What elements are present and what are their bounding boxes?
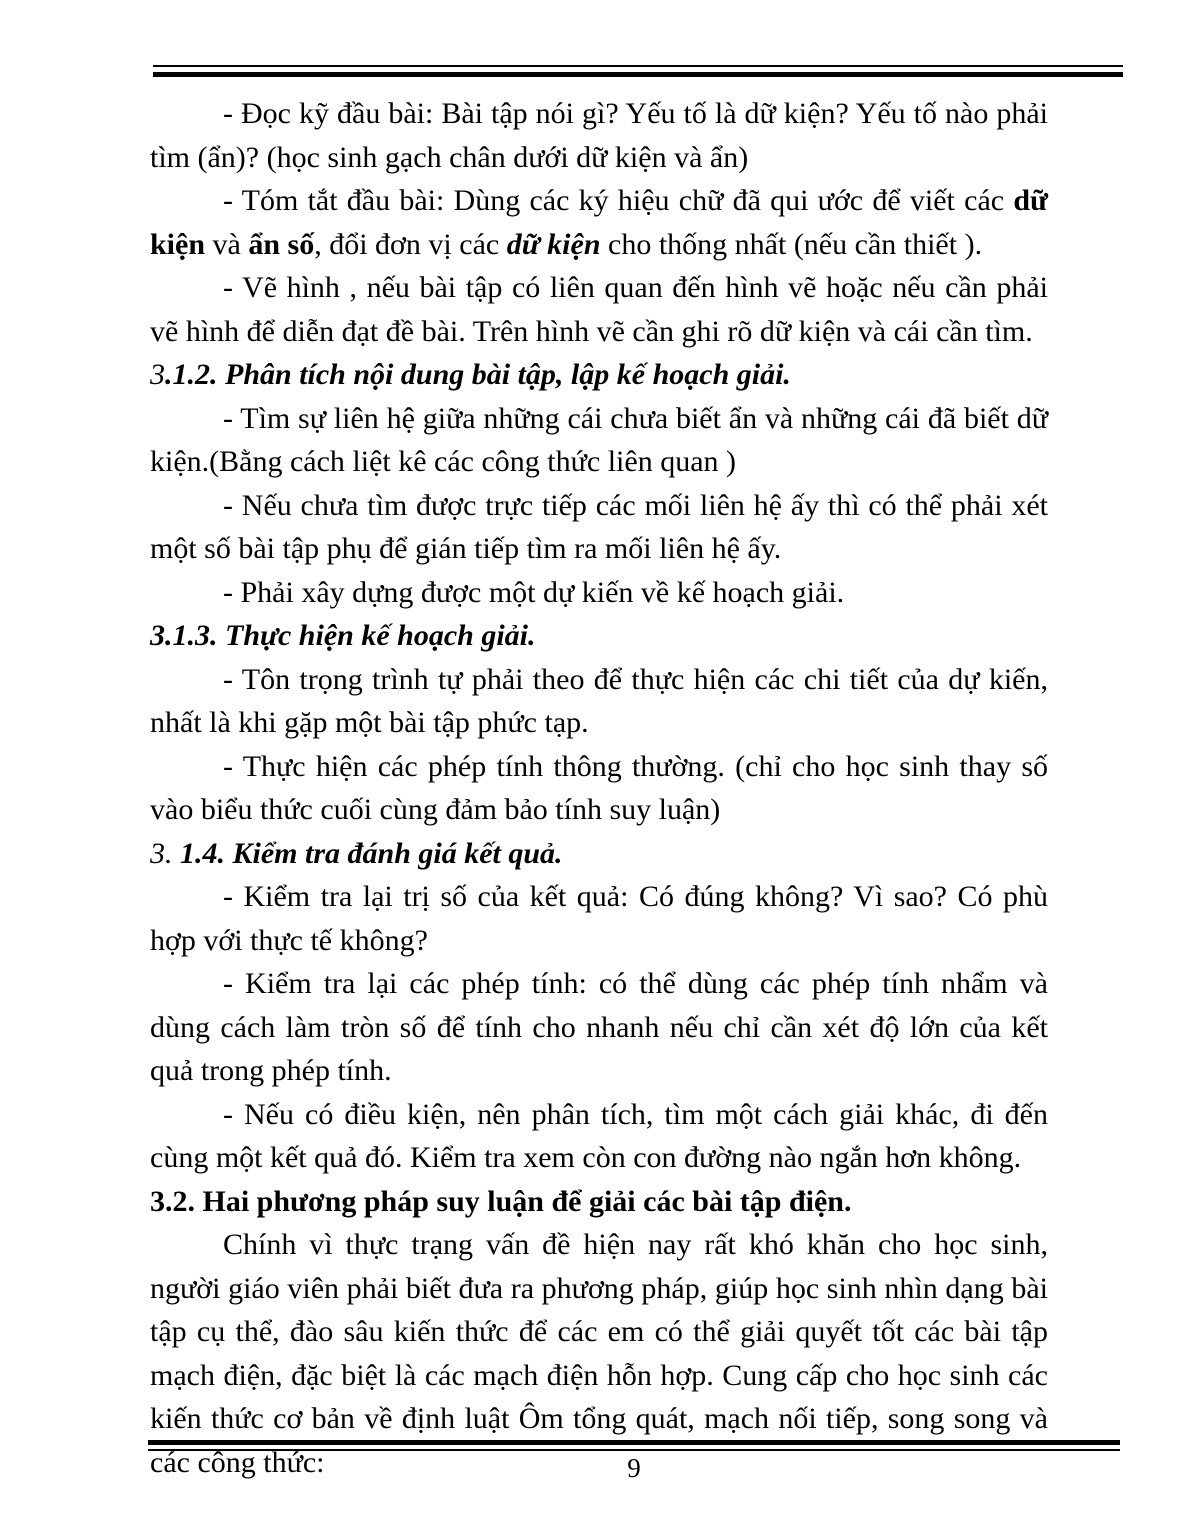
text-run: - Nếu có điều kiện, nên phân tích, tìm một cách giải khác, đi đến cùng một kết quả đó. Kiểm tra xem còn con đường nào ngắn hơn không. xyxy=(150,1097,1048,1174)
paragraph xyxy=(150,962,1048,1093)
paragraph xyxy=(150,745,1048,832)
section-heading xyxy=(150,614,1048,658)
text-run: 3 xyxy=(150,358,165,391)
text-run: dữ kiện xyxy=(506,227,601,261)
section-heading xyxy=(150,832,1048,876)
text-run: - Kiểm tra lại các phép tính: có thể dùng các phép tính nhẩm và dùng cách làm tròn số để tính cho nhanh nếu chỉ cần xét độ lớn của kết quả trong phép tính. xyxy=(150,967,1048,1087)
page-number: 9 xyxy=(627,1453,641,1483)
paragraph xyxy=(150,179,1048,266)
text-run: và xyxy=(205,227,249,261)
text-run: .1.2. Phân tích nội dung bài tập, lập kế hoạch giải. xyxy=(165,358,791,391)
text-run: - Thực hiện các phép tính thông thường. (chỉ cho học sinh thay số vào biểu thức cuối cùng đảm bảo tính suy luận) xyxy=(150,749,1048,826)
paragraph xyxy=(150,1093,1048,1180)
paragraph xyxy=(150,658,1048,745)
text-run: Chính vì thực trạng vấn đề hiện nay rất khó khăn cho học sinh, người giáo viên phải biết đưa ra phương pháp, giúp học sinh nhìn dạng bài tập cụ thể, đào sâu kiến thức để các em có thể giải quyết tốt các bài tập mạch điện, đặc biệt là các mạch điện hỗn hợp. Cung cấp cho học sinh các kiến thức cơ bản về định luật Ôm tổng quát, mạch nối tiếp, song song và các công thức: xyxy=(150,1228,1048,1479)
footer-rule xyxy=(148,1440,1120,1451)
text-run: - Vẽ hình , nếu bài tập có liên quan đến hình vẽ hoặc nếu cần phải vẽ hình để diễn đạt đề bài. Trên hình vẽ cần ghi rõ dữ kiện và cái cần tìm. xyxy=(150,271,1048,348)
text-run: ẩn số xyxy=(248,227,315,261)
text-run: - Nếu chưa tìm được trực tiếp các mối liên hệ ấy thì có thể phải xét một số bài tập phụ để gián tiếp tìm ra mối liên hệ ấy. xyxy=(150,488,1048,565)
text-run: - Đọc kỹ đầu bài: Bài tập nói gì? Yếu tố là dữ kiện? Yếu tố nào phải tìm (ẩn)? (học sinh gạch chân dưới dữ kiện và ẩn) xyxy=(150,97,1048,174)
text-run: - Tôn trọng trình tự phải theo để thực hiện các chi tiết của dự kiến, nhất là khi gặp một bài tập phức tạp. xyxy=(150,662,1048,739)
section-heading xyxy=(150,353,1048,397)
paragraph xyxy=(150,875,1048,962)
paragraph xyxy=(150,484,1048,571)
text-run: - Tóm tắt đầu bài: Dùng các ký hiệu chữ đã qui ước để viết các xyxy=(223,184,1014,217)
text-run: 1.4. Kiểm tra đánh giá kết quả. xyxy=(172,836,563,870)
section-heading xyxy=(150,1180,1048,1224)
document-body xyxy=(150,92,1048,1484)
text-run: 3.2. Hai phương pháp suy luận để giải các bài tập điện. xyxy=(150,1184,852,1218)
text-run: - Kiểm tra lại trị số của kết quả: Có đúng không? Vì sao? Có phù hợp với thực tế không? xyxy=(150,880,1048,957)
text-run: - Phải xây dựng được một dự kiến về kế hoạch giải. xyxy=(223,575,845,609)
header-rule xyxy=(153,65,1123,77)
text-run: , đổi đơn vị các xyxy=(314,227,507,261)
text-run: 3. xyxy=(150,836,173,870)
text-run: - Tìm sự liên hệ giữa những cái chưa biết ẩn và những cái đã biết dữ kiện.(Bằng cách liệt kê các công thức liên quan ) xyxy=(150,401,1048,478)
text-run: 3.1.3. Thực hiện kế hoạch giải. xyxy=(150,619,536,652)
paragraph xyxy=(150,266,1048,353)
text-run: cho thống nhất (nếu cần thiết ). xyxy=(600,227,983,261)
text-run: dữ kiện xyxy=(150,184,1048,261)
paragraph xyxy=(150,92,1048,179)
paragraph xyxy=(150,397,1048,484)
paragraph xyxy=(150,571,1048,615)
